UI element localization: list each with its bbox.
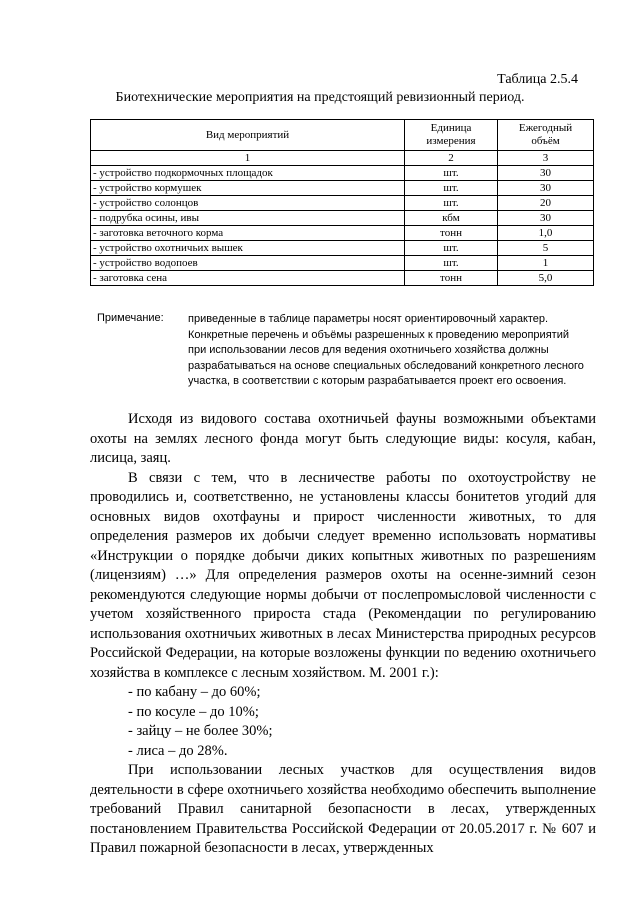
- volume-cell: 30: [498, 181, 594, 196]
- header-unit-line1: Единица: [430, 122, 472, 134]
- unit-cell: кбм: [405, 211, 498, 226]
- header-volume-line1: Ежегодный: [518, 122, 573, 134]
- volume-cell: 1,0: [498, 226, 594, 241]
- table-title: Биотехнические мероприятия на предстоящий ревизионный период.: [115, 90, 525, 105]
- list-item: - по косуле – до 10%;: [128, 703, 259, 720]
- unit-cell: шт.: [405, 241, 498, 256]
- unit-cell: шт.: [405, 196, 498, 211]
- volume-cell: 5,0: [498, 271, 594, 286]
- column-number-row: [91, 151, 594, 166]
- paragraph-safety: При использовании лесных участков для осуществления видов деятельности в сфере охотничьего хозяйства необходимо обеспечить выполнение требований Правил санитарной безопасности в лесах, утвержденных постановлением Правительства Российской Федерации от 20.05.2017 г. № 607 и Правил пожарной безопасности в лесах, утвержденных: [90, 762, 596, 856]
- activity-cell: - устройство кормушек: [91, 181, 405, 196]
- volume-cell: 30: [498, 211, 594, 226]
- unit-cell: шт.: [405, 181, 498, 196]
- table-row: [91, 226, 594, 241]
- unit-cell: шт.: [405, 166, 498, 181]
- header-volume: [498, 120, 594, 151]
- unit-cell: тонн: [405, 226, 498, 241]
- unit-cell: тонн: [405, 271, 498, 286]
- header-unit: [405, 120, 498, 151]
- body-text: [90, 410, 596, 859]
- activity-cell: - заготовка веточного корма: [91, 226, 405, 241]
- column-number: 3: [498, 151, 594, 166]
- activity-cell: - заготовка сена: [91, 271, 405, 286]
- table-row: [91, 166, 594, 181]
- list-item: - лиса – до 28%.: [128, 742, 228, 759]
- note-label: Примечание:: [97, 312, 164, 324]
- volume-cell: 20: [498, 196, 594, 211]
- activity-cell: - устройство охотничьих вышек: [91, 241, 405, 256]
- header-row: [91, 120, 594, 151]
- biotech-table: [90, 119, 594, 286]
- activity-cell: - устройство подкормочных площадок: [91, 166, 405, 181]
- column-number: 2: [405, 151, 498, 166]
- table-row: [91, 241, 594, 256]
- volume-cell: 30: [498, 166, 594, 181]
- table-row: [91, 256, 594, 271]
- table-row: [91, 181, 594, 196]
- column-number: 1: [91, 151, 405, 166]
- header-activity: Вид мероприятий: [91, 120, 405, 151]
- activity-cell: - подрубка осины, ивы: [91, 211, 405, 226]
- paragraph-fauna: Исходя из видового состава охотничьей фауны возможными объектами охоты на землях лесного фонда могут быть следующие виды: косуля, кабан, лисица, заяц.: [90, 411, 596, 466]
- table-row: [91, 211, 594, 226]
- activity-cell: - устройство солонцов: [91, 196, 405, 211]
- table-number: Таблица 2.5.4: [497, 72, 578, 87]
- list-item: - зайцу – не более 30%;: [128, 723, 273, 739]
- header-volume-line2: объём: [531, 135, 560, 147]
- list-item: - по кабану – до 60%;: [128, 684, 261, 700]
- table-row: [91, 271, 594, 286]
- note-text: приведенные в таблице параметры носят ориентировочный характер. Конкретные перечень и объёмы разрешенных к проведению мероприятий при использовании лесов для ведения охотничьего хозяйства должны разрабатываться на основе специальных обследований конкретного лесного участка, в соответствии с которым разрабатывается проект его освоения.: [188, 313, 584, 387]
- volume-cell: 1: [498, 256, 594, 271]
- header-unit-line2: измерения: [426, 135, 476, 147]
- paragraph-norms: В связи с тем, что в лесничестве работы по охотоустройству не проводились и, соответственно, не установлены классы бонитетов угодий для основных видов охотфауны и прирост численности животных, то для определения размеров их добычи следует временно использовать нормативы «Инструкции о порядке добычи диких копытных животных по разрешениям (лицензиям) …» Для определения размеров охоты на осенне-зимний сезон рекомендуются следующие нормы добычи от послепромысловой численности с учетом хозяйственного прироста стада (Рекомендации по регулированию использования охотничьих животных в лесах Министерства природных ресурсов Российской Федерации, на которые возложены функции по ведению охотничьего хозяйства в комплексе с лесным хозяйством. М. 2001 г.):: [90, 469, 596, 681]
- table-row: [91, 196, 594, 211]
- volume-cell: 5: [498, 241, 594, 256]
- unit-cell: шт.: [405, 256, 498, 271]
- activity-cell: - устройство водопоев: [91, 256, 405, 271]
